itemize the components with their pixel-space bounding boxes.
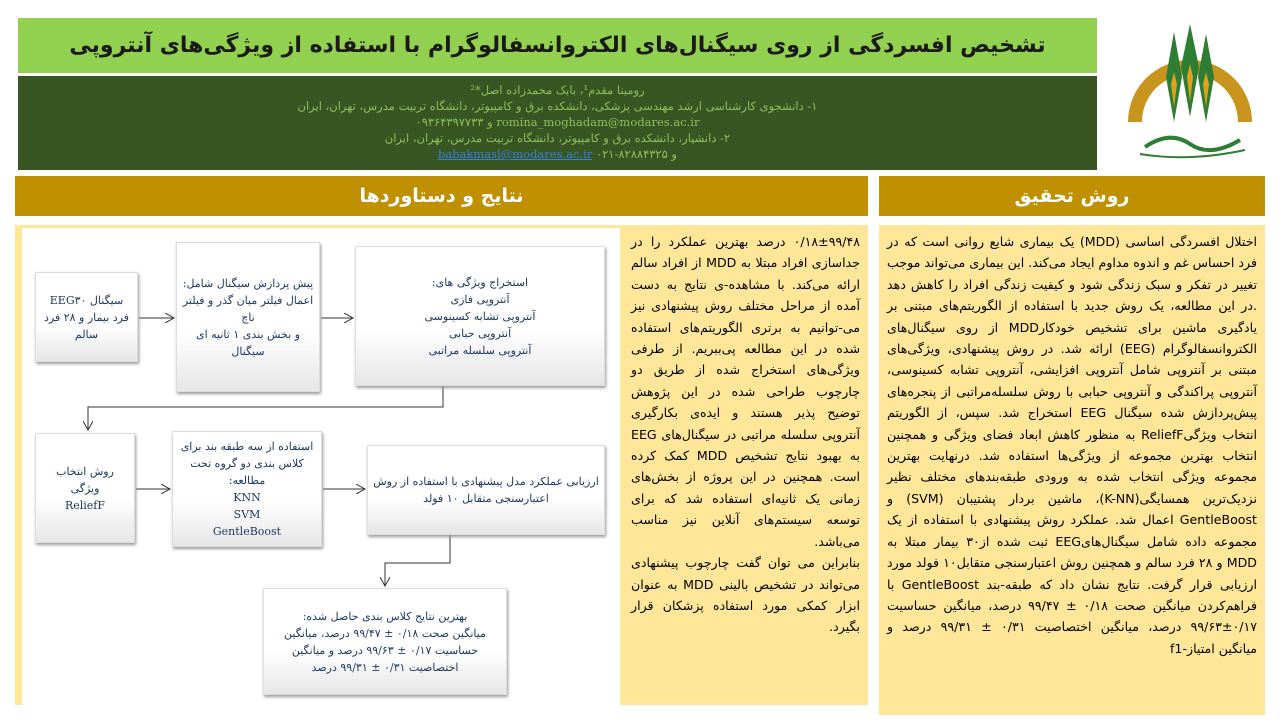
contact-2 xyxy=(18,146,1097,162)
title-bar xyxy=(18,18,1097,73)
flow-text: میانگین صحت ۰/۱۸ ± ۹۹/۴۷ درصد، میانگین حساسیت ۰/۱۷ ± ۹۹/۶۳ درصد و میانگین اختصاصیت ۰/۳۱ ± ۹۹/۳۱ درصد xyxy=(284,626,486,674)
contact-1: romina_moghadam@modares.ac.ir و ۰۹۳۶۴۳۹۷۷۳۳ xyxy=(415,115,700,129)
section-header-results: نتایج و دستاوردها xyxy=(15,176,868,216)
flow-text: بهترین نتایج کلاس بندی حاصل شده: xyxy=(302,609,468,623)
flow-text: آنتروپی سلسله مراتبی xyxy=(428,343,532,357)
flow-box-feature-selection xyxy=(35,433,135,543)
flow-text: و بخش بندی ۱ ثانیه ای سیگنال xyxy=(195,327,301,358)
phone-2: و ۸۲۸۸۴۳۲۵-۰۲۱ xyxy=(595,147,677,161)
results-text xyxy=(625,225,868,705)
poster-title: تشخیص افسردگی از روی سیگنال‌های الکتروانسفالوگرام با استفاده از ویژگی‌های آنتروپی xyxy=(69,32,1046,58)
flow-text: روش انتخاب ویژگی xyxy=(56,464,114,495)
university-logo xyxy=(1110,22,1270,167)
method-text: اختلال افسردگی اساسی (MDD) یک بیماری شایع روانی است که در فرد احساس غم و اندوه مداوم ایجاد می‌کند. این بیماری می‌تواند موجب تغییر در تفکر و سبک زندگی شود و کیفیت زندگی افراد را کاهش دهد .در این مطالعه، یک روش جدید با استفاده از الگوریتم‌های مبتنی بر یادگیری ماشین برای تشخیص خودکارMDD از روی سیگنال‌های الکتروانسفالوگرام (EEG) ارائه شد. در روش پیشنهادی، ویژگی‌های مبتنی بر آنتروپی شامل آنتروپی افزایشی، آنتروپی تشابه کسینوسی، آنتروپی پراکندگی و آنتروپی حبابی با روش سلسله‌مراتبی از پنجره‌های پیش‌پردازش شده سیگنال EEG استخراج شد. سپس، از الگوریتم انتخاب ویژگیReliefF به منظور کاهش ابعاد فضای ویژگی و همچنین انتخاب بهترین مجموعه از ویژگی‌ها استفاده شد. درنهایت بهترین مجموعه ویژگی انتخاب شده به ورودی طبقه‌بندهای مختلف نظیر نزدیک‌ترین همسایگی(K-NN)، ماشین بردار پشتیبان (SVM) و GentleBoost اعمال شد. عملکرد روش پیشنهادی با استفاده از یک مجموعه داده شامل سیگنال‌هایEEG ثبت شده از۳۰ بیمار مبتلا به MDD و ۲۸ فرد سالم و همچنین روش اعتبارسنجی متقابل۱۰ فولد مورد ارزیابی قرار گرفت. نتایج نشان داد که طبقه-بند GentleBoost با فراهم‌کردن میانگین صحت ۰/۱۸ ± ۹۹/۴۷ درصد، میانگین حساسیت ۰/۱۷±۹۹/۶۳ درصد، میانگین اختصاصیت ۰/۳۱ ± ۹۹/۳۱ درصد و میانگین امتیاز-f1 xyxy=(879,225,1265,715)
section-header-method: روش تحقیق xyxy=(879,176,1265,216)
author-names: رومینا مقدم¹، بابک محمدزاده اصل*² xyxy=(470,83,645,97)
flowchart xyxy=(22,228,620,705)
flow-text: پیش پردازش سیگنال شامل: xyxy=(182,276,314,290)
flow-box-eeg-signal xyxy=(35,272,138,362)
flow-text: آنتروپی تشابه کسینوسی xyxy=(424,309,536,323)
flow-text: GentleBoost xyxy=(212,525,282,538)
flow-text: SVM xyxy=(233,508,261,521)
affiliation-2: ۲- دانشیار، دانشکده برق و کامپیوتر، دانشگاه تربیت مدرس، تهران، ایران xyxy=(384,131,731,145)
flow-text: استخراج ویژگی های: xyxy=(431,275,529,289)
flow-text: ارزیابی عملکرد مدل پیشنهادی با استفاده از روش اعتبارسنجی متقابل ۱۰ فولد xyxy=(373,475,599,505)
results-paragraph-2: بنابراین می توان گفت چارچوب پیشنهادی می‌تواند در تشخیص بالینی MDD به عنوان ابزار کمکی مورد استفاده پزشکان قرار بگیرد. xyxy=(631,555,860,635)
flow-text: اعمال فیلتر میان گذر و فیلتر ناچ xyxy=(182,293,314,324)
authors-block xyxy=(18,76,1097,170)
flow-text: ReliefF xyxy=(64,498,106,512)
flow-box-best-results xyxy=(263,588,507,695)
flow-text: آنتروپی حبابی xyxy=(448,326,512,340)
flow-text: سیگنال EEG۳۰ فرد بیمار و ۲۸ فرد سالم xyxy=(44,293,129,341)
email-link-2[interactable]: babakmasl@modares.ac.ir xyxy=(438,147,593,161)
flow-box-evaluation xyxy=(367,445,605,535)
flow-text: استفاده از سه طبقه بند برای کلاس بندی دو گروه تحت مطالعه: xyxy=(180,440,314,487)
flow-text: آنتروپی فازی xyxy=(450,292,510,306)
results-paragraph-1: ۰/۱۸±۹۹/۴۸ درصد بهترین عملکرد را در جداسازی افراد مبتلا به MDD از افراد سالم ارائه می‌کند. با مشاهده-ی نتایج به دست آمده از مراحل مختلف روش پیشنهادی نیز می-توانیم به برتری الگوریتم‌های استفاده شده در این مطالعه پی‌ببریم. از طرفی ویژگی‌های استخراج شده از طریق دو چارچوب طراحی شده در این پژوهش توضیح پذیر هستند و ایده‌ی بکارگیری آنتروپی سلسله مراتبی در سیگنال‌های EEG به بهبود نتایج تشخیص MDD کمک کرده است. همچنین در این پروژه از بخش‌های زمانی یک ثانیه‌ای استفاده شد که برای توسعه سیستم‌های آنلاین نیز مناسب می‌باشد. xyxy=(631,234,860,549)
flow-box-feature-extraction xyxy=(355,246,605,386)
affiliation-1: ۱- دانشجوی کارشناسی ارشد مهندسی پزشکی، دانشکده برق و کامپیوتر، دانشگاه تربیت مدرس، تهران، ایران xyxy=(297,99,818,113)
flow-box-preprocessing xyxy=(176,242,320,392)
flow-box-classifiers xyxy=(172,431,322,547)
flow-text: KNN xyxy=(233,491,261,504)
